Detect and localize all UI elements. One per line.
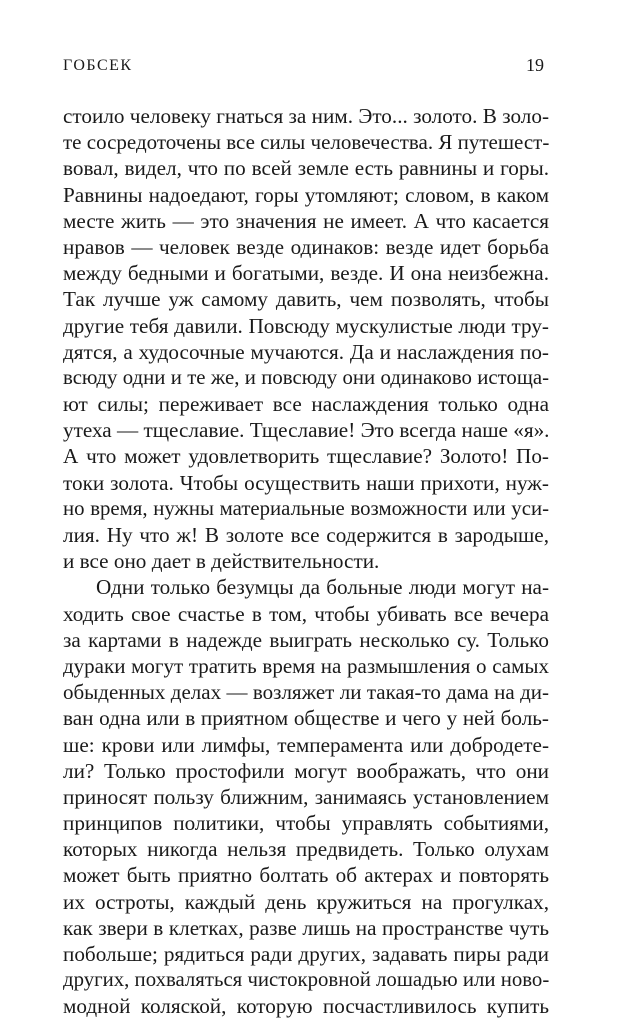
text-line: которых никогда нельзя предвидеть. Только олухам: [63, 837, 549, 862]
text-line: другие тебя давили. Повсюду мускулистые люди тру-: [63, 313, 549, 338]
text-line: стоило человеку гнаться за ним. Это... золото. В золо-: [63, 104, 549, 128]
text-line: ше: крови или лимфы, темперамента или добродете-: [63, 732, 549, 757]
running-title: ГОБСЕК: [63, 57, 133, 74]
text-line: других, похваляться чистокровной лошадью или ново-: [63, 968, 549, 992]
text-line: между бедными и богатыми, везде. И она неизбежна.: [63, 261, 549, 286]
text-line: месте жить — это значения не имеет. А что касается: [63, 208, 549, 233]
text-line: их остроты, каждый день кружиться на прогулках,: [63, 889, 549, 914]
text-line: токи золота. Чтобы осуществить наши прихоти, нуж-: [63, 470, 549, 495]
text-line: А что может удовлетворить тщеславие? Золото! По-: [63, 444, 549, 469]
text-line: ходить свое счастье в том, чтобы убивать все вечера: [63, 601, 549, 626]
paragraph: [63, 103, 549, 574]
text-line: принципов политики, чтобы управлять событиями,: [63, 811, 549, 836]
text-line: вовал, видел, что по всей земле есть равнины и горы.: [63, 156, 549, 181]
text-line: обыденных делах — возляжет ли такая-то дама на ди-: [63, 680, 549, 705]
text-line: ют силы; переживает все наслаждения только одна: [63, 392, 549, 417]
text-line: но время, нужны материальные возможности или уси-: [63, 496, 549, 520]
text-line: Так лучше уж самому давить, чем позволять, чтобы: [63, 287, 549, 312]
text-line: Равнины надоедают, горы утомляют; словом, в каком: [63, 182, 549, 207]
paragraph: [63, 574, 549, 1019]
text-line: утеха — тщеславие. Тщеславие! Это всегда наше «я».: [63, 418, 549, 443]
text-line: те сосредоточены все силы человечества. Я путешест-: [63, 130, 549, 155]
text-line: как звери в клетках, разве лишь на пространстве чуть: [63, 915, 549, 940]
text-line: приносят пользу ближним, занимаясь установлением: [63, 784, 549, 809]
text-line: ван одна или в приятном обществе и чего у ней боль-: [63, 706, 549, 731]
text-line: Одни только безумцы да больные люди могут на-: [96, 575, 549, 600]
text-line: ли? Только простофили могут воображать, что они: [63, 758, 549, 783]
text-line: лия. Ну что ж! В золоте все содержится в зародыше,: [63, 523, 549, 547]
text-line: дураки могут тратить время на размышления о самых: [63, 653, 549, 678]
text-line: побольше; рядиться ради других, задавать пиры ради: [63, 942, 549, 966]
text-line: за картами в надежде выиграть несколько су. Только: [63, 627, 549, 652]
text-line: и все оно дает в действительности.: [63, 549, 380, 574]
text-line: всюду одни и те же, и повсюду они одинаково истоща-: [63, 365, 549, 389]
page-number: 19: [526, 55, 544, 75]
text-line: может быть приятно болтать об актерах и повторять: [63, 863, 549, 888]
text-line: дятся, а худосочные мучаются. Да и наслаждения по-: [63, 339, 549, 364]
text-line: модной коляской, которую посчастливилось купить: [63, 994, 549, 1019]
text-line: нравов — человек везде одинаков: везде идет борьба: [63, 234, 549, 259]
body-text: [63, 103, 549, 1020]
